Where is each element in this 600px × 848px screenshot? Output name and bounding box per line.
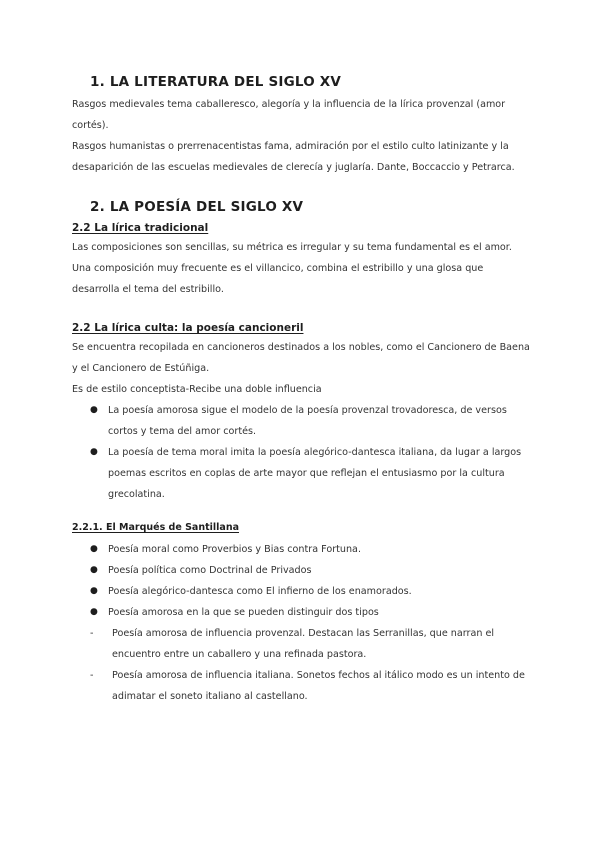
bullet-icon: ● (90, 447, 98, 457)
list-item-text: Poesía amorosa de influencia italiana. Sonetos fechos al itálico modo es un intento de adimatar el soneto italiano al castellano. (112, 670, 525, 702)
list-item-text: Poesía amorosa de influencia provenzal. Destacan las Serranillas, que narran el encuentro entre un caballero y una refinada pastora. (112, 628, 495, 660)
list-item-text: Poesía política como Doctrinal de Privados (108, 565, 312, 576)
subsection-santillana-heading: 2.2.1. El Marqués de Santillana (72, 522, 239, 533)
list-item (90, 442, 530, 505)
list-item (90, 560, 530, 581)
subsection-lirica-tradicional-heading: 2.2 La lírica tradicional (72, 222, 209, 234)
list-item-text: Poesía amorosa en la que se pueden distinguir dos tipos (108, 607, 379, 618)
list-item-text: La poesía de tema moral imita la poesía alegórico-dantesca italiana, da lugar a largos poemas escritos en coplas de arte mayor que reflejan el entusiasmo por la cultura grecolatina. (108, 447, 522, 500)
list-item-text: Poesía alegórico-dantesca como El infierno de los enamorados. (108, 586, 412, 597)
bullet-icon: ● (90, 565, 98, 575)
dash-icon: - (90, 670, 94, 681)
list-item (90, 623, 530, 665)
subsection-lirica-culta-text: Se encuentra recopilada en cancioneros destinados a los nobles, como el Cancionero de Baena y el Cancionero de Estúñiga. (72, 342, 530, 374)
list-item (90, 581, 530, 602)
bullet-icon: ● (90, 607, 98, 617)
list-item (90, 400, 530, 442)
subsection-lirica-culta-heading: 2.2 La lírica culta: la poesía cancioneril (72, 322, 304, 334)
section-1-paragraph-medieval: Rasgos medievales tema caballeresco, alegoría y la influencia de la lírica provenzal (amor cortés). (72, 99, 506, 131)
santillana-dash-list (90, 623, 530, 707)
bullet-icon: ● (90, 586, 98, 596)
dash-icon: - (90, 628, 94, 639)
subsection-lirica-tradicional-text: Las composiciones son sencillas, su métrica es irregular y su tema fundamental es el amor. Una composición muy frecuente es el villancico, combina el estribillo y una glosa que desarrolla el tema del estribillo. (72, 242, 512, 295)
list-item (90, 602, 530, 623)
list-item (90, 539, 530, 560)
santillana-bullet-list (90, 539, 530, 623)
list-item-text: Poesía moral como Proverbios y Bias contra Fortuna. (108, 544, 361, 555)
subsection-lirica-culta-influence: Es de estilo conceptista-Recibe una doble influencia (72, 384, 322, 395)
section-1-title: 1. LA LITERATURA DEL SIGLO XV (90, 74, 342, 90)
section-1-paragraph-humanist: Rasgos humanistas o prerrenacentistas fama, admiración por el estilo culto latinizante y la desaparición de las escuelas medievales de clerecía y juglaría. Dante, Boccaccio y Petrarca. (72, 141, 515, 173)
list-item (90, 665, 530, 707)
bullet-icon: ● (90, 405, 98, 415)
bullet-icon: ● (90, 544, 98, 554)
section-2-title: 2. LA POESÍA DEL SIGLO XV (90, 199, 304, 215)
list-item-text: La poesía amorosa sigue el modelo de la poesía provenzal trovadoresca, de versos cortos y tema del amor cortés. (108, 405, 507, 437)
influence-bullet-list (90, 400, 530, 505)
